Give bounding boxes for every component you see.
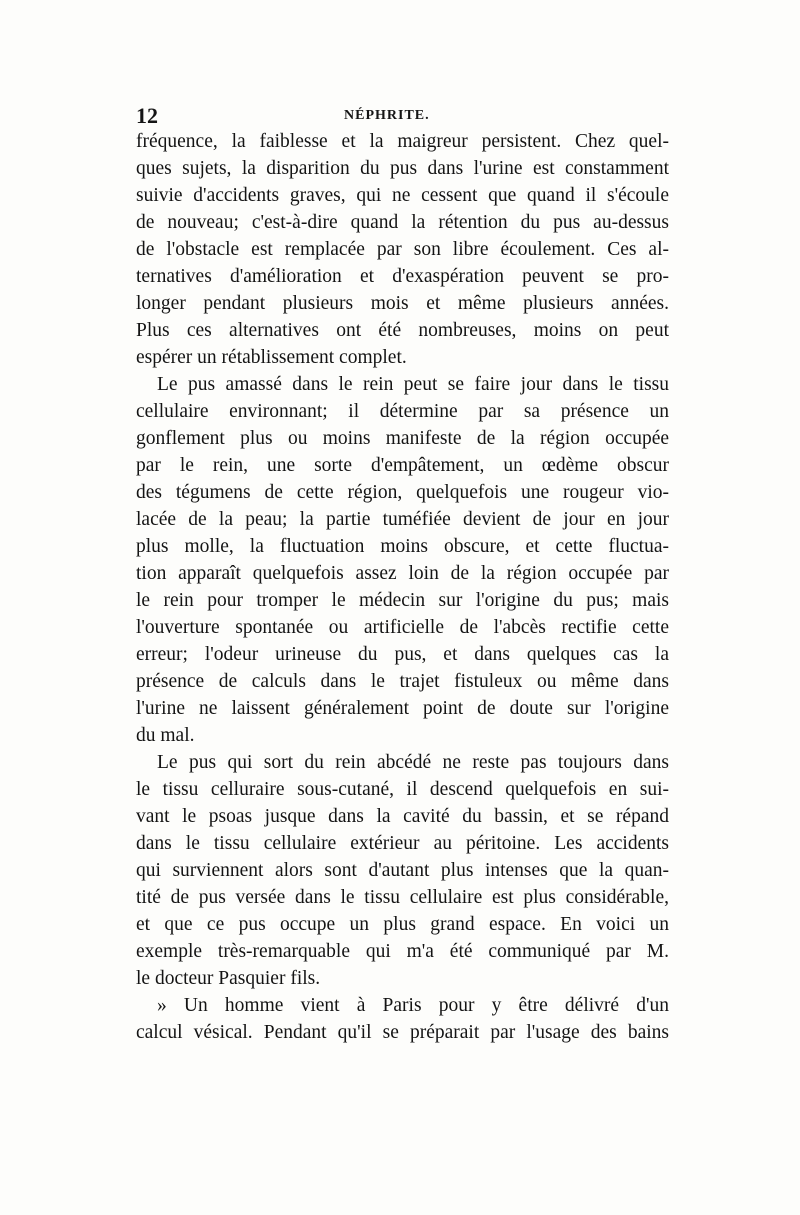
- text-line: Le pus qui sort du rein abcédé ne reste pas toujours dans: [157, 752, 669, 773]
- text-line: qui surviennent alors sont d'autant plus intenses que la quan-: [136, 860, 669, 881]
- page-number: 12: [136, 103, 158, 128]
- text-line: des tégumens de cette région, quelquefois une rougeur vio-: [136, 482, 669, 503]
- text-line: le rein pour tromper le médecin sur l'origine du pus; mais: [136, 590, 669, 611]
- body-text: [136, 128, 669, 1046]
- text-line: calcul vésical. Pendant qu'il se préparait par l'usage des bains: [136, 1022, 669, 1043]
- text-line: l'urine ne laissent généralement point de doute sur l'origine: [136, 698, 669, 719]
- running-head: NÉPHRITE.: [344, 108, 430, 123]
- text-line: du mal.: [136, 725, 195, 746]
- text-line: gonflement plus ou moins manifeste de la région occupée: [136, 428, 669, 449]
- text-line: le docteur Pasquier fils.: [136, 968, 321, 989]
- text-line: l'ouverture spontanée ou artificielle de l'abcès rectifie cette: [136, 617, 669, 638]
- text-line: de nouveau; c'est-à-dire quand la rétention du pus au-dessus: [136, 212, 669, 233]
- text-line: plus molle, la fluctuation moins obscure, et cette fluctua-: [136, 536, 669, 557]
- text-line: par le rein, une sorte d'empâtement, un œdème obscur: [136, 455, 669, 476]
- text-line: suivie d'accidents graves, qui ne cessent que quand il s'écoule: [136, 185, 669, 206]
- text-line: et que ce pus occupe un plus grand espace. En voici un: [136, 914, 669, 935]
- text-line: Le pus amassé dans le rein peut se faire jour dans le tissu: [157, 374, 669, 395]
- text-line: de l'obstacle est remplacée par son libre écoulement. Ces al-: [136, 239, 669, 260]
- text-line: erreur; l'odeur urineuse du pus, et dans quelques cas la: [136, 644, 669, 665]
- text-line: tion apparaît quelquefois assez loin de la région occupée par: [136, 563, 669, 584]
- text-line: tité de pus versée dans le tissu cellulaire est plus considérable,: [136, 887, 669, 908]
- text-line: ternatives d'amélioration et d'exaspération peuvent se pro-: [136, 266, 669, 287]
- text-line: longer pendant plusieurs mois et même plusieurs années.: [136, 293, 669, 314]
- text-line: cellulaire environnant; il détermine par sa présence un: [136, 401, 669, 422]
- text-line: lacée de la peau; la partie tuméfiée devient de jour en jour: [136, 509, 669, 530]
- text-line: dans le tissu cellulaire extérieur au péritoine. Les accidents: [136, 833, 669, 854]
- text-line: vant le psoas jusque dans la cavité du bassin, et se répand: [136, 806, 669, 827]
- text-line: le tissu celluraire sous-cutané, il descend quelquefois en sui-: [136, 779, 669, 800]
- text-line: exemple très-remarquable qui m'a été communiqué par M.: [136, 941, 669, 962]
- text-line: présence de calculs dans le trajet fistuleux ou même dans: [136, 671, 669, 692]
- text-line: » Un homme vient à Paris pour y être délivré d'un: [157, 995, 669, 1016]
- text-line: espérer un rétablissement complet.: [136, 347, 407, 368]
- page-header: [136, 104, 666, 128]
- text-line: ques sujets, la disparition du pus dans l'urine est constamment: [136, 158, 669, 179]
- text-line: fréquence, la faiblesse et la maigreur persistent. Chez quel-: [136, 131, 669, 152]
- text-line: Plus ces alternatives ont été nombreuses, moins on peut: [136, 320, 669, 341]
